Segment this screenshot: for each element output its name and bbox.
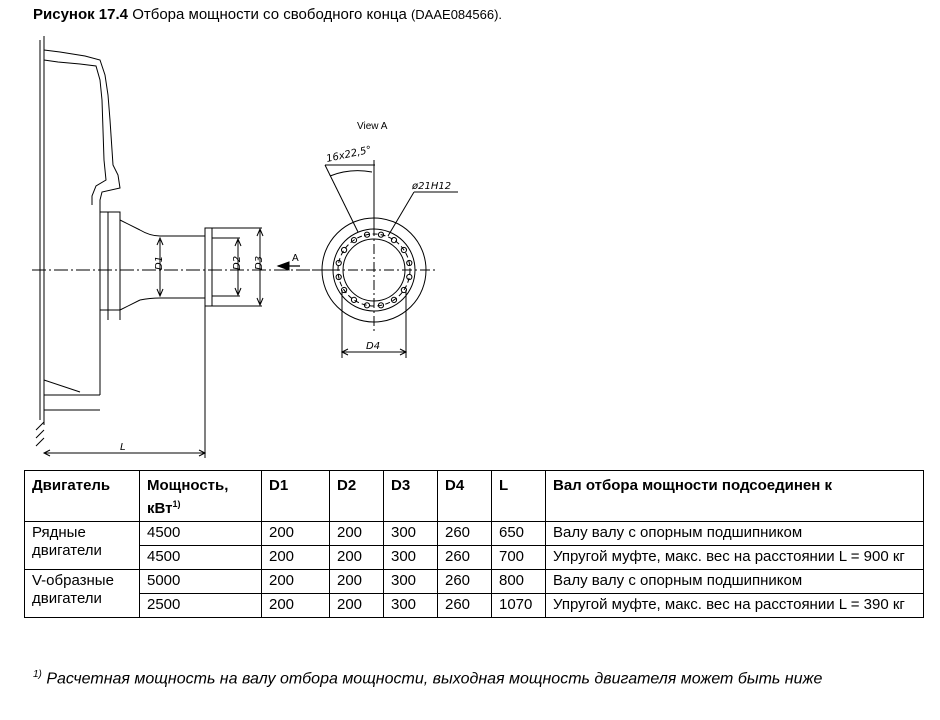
d3-cell: 300: [384, 522, 438, 546]
power-cell: 5000: [140, 570, 262, 594]
d2-cell: 200: [330, 522, 384, 546]
figure-title: Отбора мощности со свободного конца: [132, 6, 407, 23]
table-row: [25, 594, 924, 618]
l-cell: 700: [492, 546, 546, 570]
l-label: L: [120, 442, 126, 453]
l-cell: 650: [492, 522, 546, 546]
l-cell: 1070: [492, 594, 546, 618]
figure-caption: [33, 6, 502, 23]
table-row: [25, 546, 924, 570]
d3-cell: 300: [384, 546, 438, 570]
d4-cell: 260: [438, 522, 492, 546]
table-row: [25, 570, 924, 594]
d4-cell: 260: [438, 594, 492, 618]
power-cell: 2500: [140, 594, 262, 618]
d4-cell: 260: [438, 570, 492, 594]
col-l: L: [492, 471, 546, 522]
connection-cell: Валу валу с опорным подшипником: [546, 570, 924, 594]
d1-label: D1: [154, 255, 165, 270]
connection-cell: Упругой муфте, макс. вес на расстоянии L = 900 кг: [546, 546, 924, 570]
d3-cell: 300: [384, 570, 438, 594]
engine-housing: [36, 36, 140, 446]
footnote: [33, 664, 913, 689]
col-d4: D4: [438, 471, 492, 522]
connection-cell: Валу валу с опорным подшипником: [546, 522, 924, 546]
bolt-hole: [351, 297, 356, 302]
table-header-row: [25, 471, 924, 522]
figure-code: (DAAE084566).: [410, 7, 503, 22]
bore-label: ø21H12: [412, 181, 452, 192]
d3-cell: 300: [384, 594, 438, 618]
col-power: Мощность, кВт$^{1)}$: [140, 471, 262, 522]
bolt-hole: [342, 247, 347, 252]
spec-table: [24, 470, 924, 618]
power-cell: 4500: [140, 546, 262, 570]
col-d2: D2: [330, 471, 384, 522]
figure-number: Рисунок 17.4: [33, 6, 129, 23]
d1-cell: 200: [262, 522, 330, 546]
view-arrow-label: A: [292, 253, 299, 264]
d2-cell: 200: [330, 546, 384, 570]
footnote-text: Расчетная мощность на валу отбора мощности, выходная мощность двигателя может быть ниже: [46, 670, 823, 688]
d3-label: D3: [254, 255, 265, 270]
power-cell: 4500: [140, 522, 262, 546]
angle-label: 16x22,5°: [325, 144, 373, 165]
bolt-hole: [391, 238, 396, 243]
l-cell: 800: [492, 570, 546, 594]
connection-cell: Упругой муфте, макс. вес на расстоянии L = 390 кг: [546, 594, 924, 618]
d1-cell: 200: [262, 594, 330, 618]
d2-label: D2: [232, 255, 243, 270]
footnote-mark: 1): [33, 669, 42, 680]
col-d1: D1: [262, 471, 330, 522]
d1-cell: 200: [262, 546, 330, 570]
d4-label: D4: [366, 341, 381, 352]
col-engine: Двигатель: [25, 471, 140, 522]
view-title: View A: [357, 121, 388, 132]
d4-cell: 260: [438, 546, 492, 570]
engine-cell: V-образные двигатели: [25, 570, 140, 618]
col-connection: Вал отбора мощности подсоединен к: [546, 471, 924, 522]
engine-cell: Рядные двигатели: [25, 522, 140, 570]
technical-drawing: [0, 28, 940, 460]
col-d3: D3: [384, 471, 438, 522]
d1-cell: 200: [262, 570, 330, 594]
d2-cell: 200: [330, 594, 384, 618]
table-row: [25, 522, 924, 546]
d2-cell: 200: [330, 570, 384, 594]
